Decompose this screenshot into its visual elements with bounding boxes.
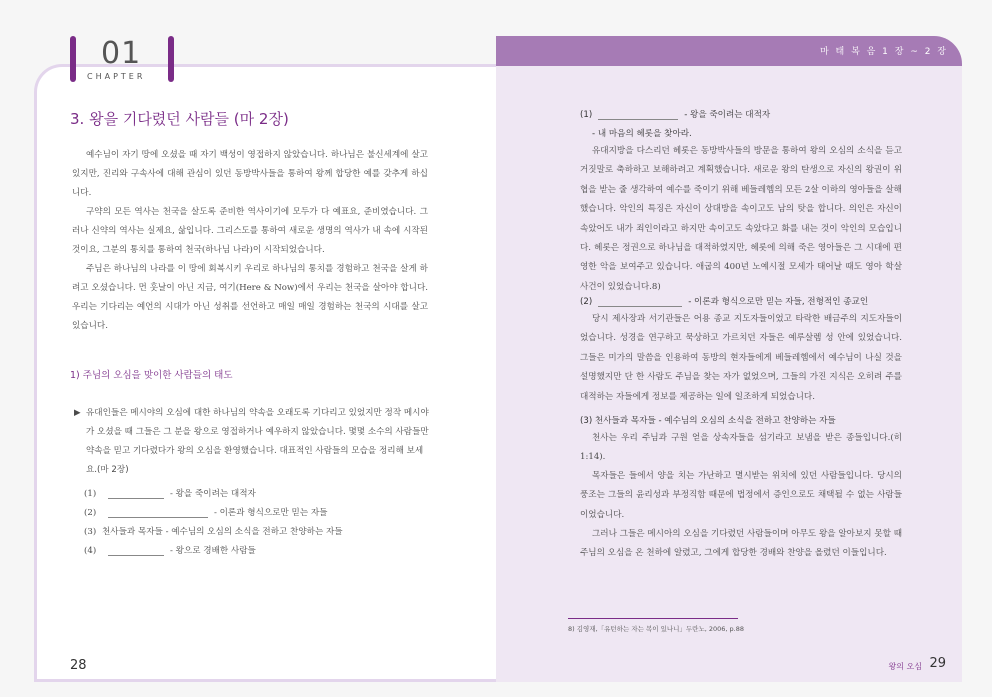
fill-in-blank[interactable] — [598, 296, 682, 307]
chapter-number: 01 — [101, 36, 142, 71]
page-number-left: 28 — [70, 658, 87, 673]
blank-text: - 왕으로 경배한 사람들 — [170, 546, 256, 556]
item-2-paragraph: 당시 제사장과 서기관들은 어용 종교 지도자들이었고 타락한 배금주의 지도자들이었습니다. 성경을 연구하고 묵상하고 가르치던 자들은 예루살렘 성 안에 있었습니다. 그들은 미가의 말씀을 인용하여 동방의 현자들에게 베들레헴에서 예수님이 나실 것을 설명했지만 단 한 사람도 주님을 찾는 자가 없었으며, 그들의 가진 지식은 오히려 주를 대적하는 자들에게 정보를 제공하는 일에 일조하게 되었습니다. — [580, 314, 902, 402]
blank-item-2 — [84, 504, 343, 523]
chapter-label: CHAPTER — [87, 72, 146, 81]
item-3-heading: (3) 천사들과 목자들 - 예수님의 오심의 소식을 전하고 찬양하는 자들 — [580, 416, 836, 426]
item-3-paragraph-2: 목자들은 들에서 양을 치는 가난하고 멸시받는 위치에 있던 사람들입니다. 당시의 풍조는 그들의 윤리성과 부정직함 때문에 법정에서 증인으로도 채택될 수 없는 사람들이었습니다. — [580, 471, 902, 520]
item-3-paragraph-3: 그러나 그들은 메시아의 오심을 기다렸던 사람들이며 아무도 왕을 알아보지 못할 때 주님의 오심을 온 천하에 알렸고, 그에게 합당한 경배와 찬양을 올렸던 이들입니다. — [580, 529, 902, 559]
blank-text: 천사들과 목자들 - 예수님의 오심의 소식을 전하고 찬양하는 자들 — [102, 527, 343, 537]
running-head: 마 태 복 음 1 장 ~ 2 장 — [819, 47, 948, 57]
item-heading-text: - 왕을 죽이려는 대적자 — [684, 110, 771, 120]
blank-number: (4) — [84, 546, 97, 556]
page-number-right: 29 — [929, 656, 946, 671]
subsection-title: 1) 주님의 오심을 맞이한 사람들의 태도 — [70, 370, 233, 381]
task-text: 유대인들은 메시야의 오심에 대한 하나님의 약속을 오래도록 기다리고 있었지만 정작 메시야가 오셨을 때 그들은 그 분을 왕으로 영접하거나 예우하지 않았습니다. 몇몇 소수의 사람들만 약속을 믿고 기다렸다가 왕의 오심을 환영했습니다. 대표적인 사람들의 모습을 정리해 보세요.(마 2장) — [86, 408, 429, 475]
fill-in-blank[interactable] — [108, 507, 208, 518]
item-1-paragraph: 유대지방을 다스리던 헤롯은 동방박사들의 방문을 통하여 왕의 오심의 소식을 듣고 거짓말로 축하하고 보해하려고 계획했습니다. 새로운 왕의 탄생으로 자신의 왕권이 위협을 받는 줄 생각하여 예수를 죽이기 위해 베들레헴의 모든 2살 이하의 영아들을 살해했습니다. 악인의 특징은 자신이 상대방을 속이고도 남의 탓을 합니다. 의인은 자신이 속았어도 내가 죄인이라고 하지만 속이고도 속았다고 화를 내는 것이 악인의 모습입니다. 헤롯은 정권으로 하나님을 대적하였지만, 헤롯에 의해 죽은 영아들은 그 시대에 편영한 악을 보여주고 있습니다. 애굽의 400년 노예시절 모세가 태어날 때도 영아 학살 사건이 있었습니다.8) — [580, 146, 902, 292]
item-number: (1) — [580, 110, 593, 120]
task-instruction — [74, 404, 430, 480]
blank-list — [84, 485, 343, 561]
left-paragraph-3: 주님은 하나님의 나라를 이 땅에 회복시키 우리로 하나님의 통치를 경험하고 천국을 살게 하려고 오셨습니다. 먼 훗날이 아닌 지금, 여기(Here & Now)에서 우리는 천국을 살아야 합니다. 우리는 기다리는 예언의 시대가 아닌 성취를 선언하고 매일 매일 경험하는 천국의 시대를 살고 있습니다. — [72, 264, 428, 331]
item-number: (2) — [580, 297, 593, 307]
left-paragraph-2: 구약의 모든 역사는 천국을 살도록 준비한 역사이기에 모두가 다 예표요, 준비였습니다. 그러나 신약의 역사는 실제요, 삶입니다. 그리스도를 통하여 새로운 생명의 역사가 내 속에 시작된 것이요, 그분의 통치를 통하여 천국(하나님 나라)이 시작되었습니다. — [72, 207, 428, 255]
item-1-subheading: - 내 마음의 헤롯을 찾아라. — [592, 129, 692, 139]
item-heading-text: - 이론과 형식으로만 믿는 자들, 전형적인 종교인 — [688, 297, 869, 307]
triangle-bullet-icon: ▶ — [74, 408, 81, 418]
blank-number: (3) — [84, 527, 97, 537]
footnote-rule — [568, 618, 738, 619]
left-paragraph-1: 예수님이 자기 땅에 오셨을 때 자기 백성이 영접하지 않았습니다. 하나님은 불신세계에 살고 있지만, 진리와 구속사에 대해 관심이 있던 동방박사들을 통하여 왕께 합당한 예를 갖추게 하십니다. — [72, 150, 428, 198]
fill-in-blank[interactable] — [108, 488, 164, 499]
blank-item-4 — [84, 542, 343, 561]
blank-text: - 왕을 죽이려는 대적자 — [170, 489, 256, 499]
fill-in-blank[interactable] — [108, 545, 164, 556]
item-3-paragraph-1: 천사는 우리 주님과 구원 얻을 상속자들을 섬기라고 보냄을 받은 종들입니다.(히 1:14). — [580, 433, 902, 463]
footnote: 8) 김영재,「유턴하는 자는 복이 있나니」두란노, 2006, p.88 — [568, 625, 745, 633]
blank-text: - 이론과 형식으로만 믿는 자들 — [214, 508, 328, 518]
chapter-bar-left — [70, 36, 76, 82]
blank-item-3 — [84, 523, 343, 542]
blank-number: (1) — [84, 489, 97, 499]
fill-in-blank[interactable] — [598, 109, 678, 120]
section-title: 3. 왕을 기다렸던 사람들 (마 2장) — [70, 110, 289, 128]
item-2-heading — [580, 295, 868, 307]
item-1-heading — [580, 108, 770, 120]
chapter-bar-right — [168, 36, 174, 82]
blank-number: (2) — [84, 508, 97, 518]
running-foot: 왕의 오심 — [888, 662, 922, 671]
blank-item-1 — [84, 485, 343, 504]
